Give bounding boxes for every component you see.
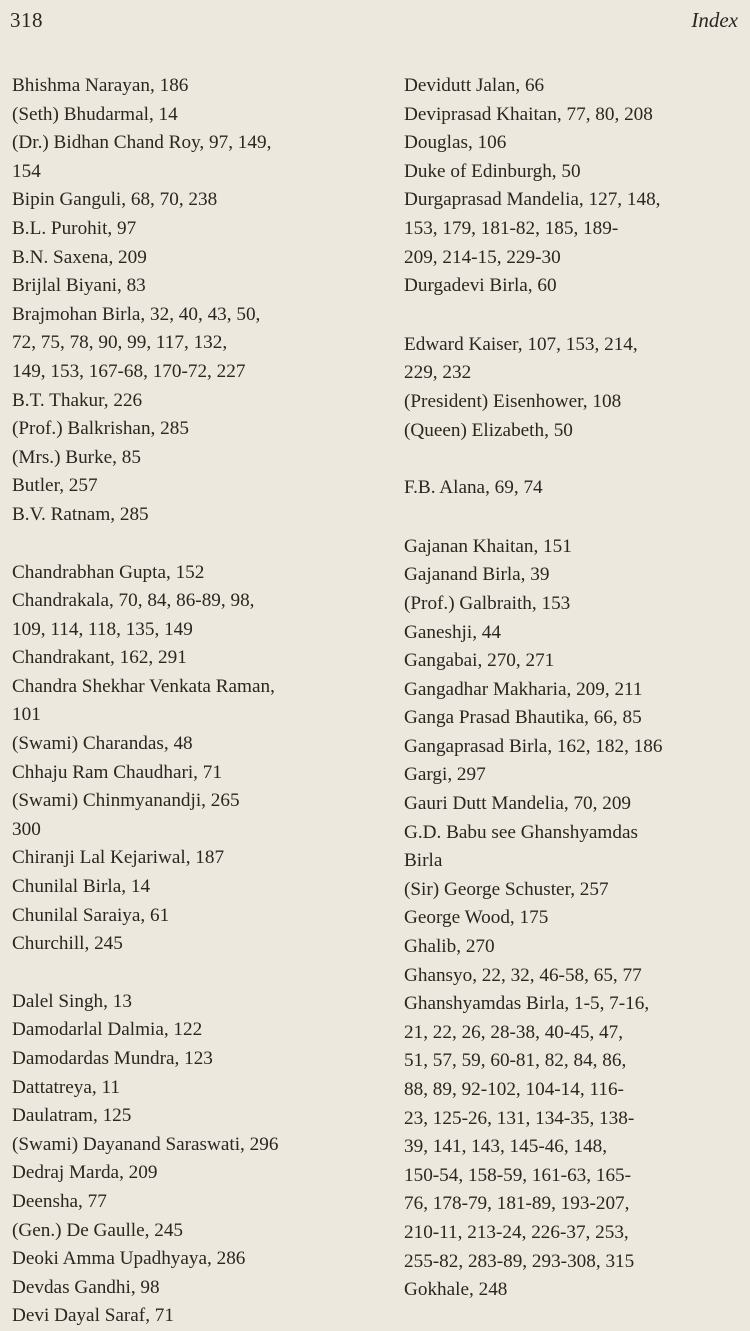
letter-group-gap: [404, 445, 744, 474]
index-entry-heading: Damodarlal Dalmia, 122: [12, 1019, 203, 1041]
index-entry: [404, 619, 744, 648]
index-entry-continuation: 229, 232: [404, 362, 472, 384]
index-entry: [404, 676, 744, 705]
index-entry: [404, 704, 744, 733]
index-entry-heading: (Swami) Charandas, 48: [12, 733, 193, 755]
index-entry-heading: Damodardas Mundra, 123: [12, 1048, 213, 1069]
index-entry: [404, 647, 744, 676]
index-entry: [404, 990, 744, 1276]
index-entry-heading: Gangadhar Makharia, 209, 211: [404, 678, 643, 700]
index-entry-heading: Bhishma Narayan, 186: [12, 75, 189, 96]
index-entry-heading: Chandra Shekhar Venkata Raman,: [12, 675, 275, 697]
index-entry-heading: Edward Kaiser, 107, 153, 214,: [404, 333, 638, 355]
index-entry-heading: Devidutt Jalan, 66: [404, 75, 545, 96]
index-entry-continuation: 300: [12, 818, 41, 840]
index-entry-heading: Chunilal Saraiya, 61: [12, 904, 170, 926]
index-entry-continuation: 39, 141, 143, 145-46, 148,: [404, 1136, 608, 1158]
index-entry-heading: Durgadevi Birla, 60: [404, 275, 557, 297]
index-entry-heading: B.N. Saxena, 209: [12, 246, 147, 268]
letter-group-gap: [12, 959, 362, 988]
index-entry: [404, 733, 744, 762]
index-entry: [12, 415, 362, 444]
index-entry: [12, 844, 362, 873]
index-entry-heading: (Prof.) Galbraith, 153: [404, 592, 571, 614]
index-entry-continuation: 21, 22, 26, 28-38, 40-45, 47,: [404, 1021, 624, 1043]
index-entry-heading: Deensha, 77: [12, 1190, 107, 1212]
index-entry-heading: (Swami) Dayanand Saraswati, 296: [12, 1133, 279, 1155]
index-entry: [404, 876, 744, 905]
index-entry: [404, 561, 744, 590]
index-entry-heading: Duke of Edinburgh, 50: [404, 160, 581, 182]
letter-group-gap: [404, 503, 744, 533]
index-entry-heading: Brijlal Biyani, 83: [12, 275, 146, 297]
index-entry-heading: (Sir) George Schuster, 257: [404, 878, 609, 900]
index-entry: [12, 444, 362, 473]
index-entry-heading: Durgaprasad Mandelia, 127, 148,: [404, 189, 661, 211]
index-entry-heading: (President) Eisenhower, 108: [404, 390, 622, 412]
index-entry: [404, 331, 744, 388]
index-entry: [404, 819, 744, 876]
index-entry: [12, 1074, 362, 1103]
index-entry-heading: Dalel Singh, 13: [12, 990, 132, 1012]
index-entry: [12, 272, 362, 301]
index-entry-heading: Devi Dayal Saraf, 71: [12, 1305, 174, 1327]
index-entry: [12, 730, 362, 759]
index-entry: [404, 129, 744, 158]
index-entry-heading: Churchill, 245: [12, 933, 123, 955]
index-entry-continuation: 209, 214-15, 229-30: [404, 246, 561, 268]
index-entry: [404, 1276, 744, 1305]
index-entry-heading: Ghalib, 270: [404, 936, 495, 958]
index-entry: [12, 873, 362, 902]
index-entry-heading: (Queen) Elizabeth, 50: [404, 419, 573, 441]
index-entry: [404, 474, 744, 503]
index-entry-heading: Daulatram, 125: [12, 1105, 132, 1127]
index-entry: [404, 933, 744, 962]
index-entry-heading: Devdas Gandhi, 98: [12, 1276, 160, 1298]
index-entry-heading: Gajanan Khaitan, 151: [404, 535, 572, 557]
index-entry: [12, 129, 362, 186]
index-entry: [12, 72, 362, 101]
index-entry: [404, 962, 744, 991]
index-entry: [404, 904, 744, 933]
index-entry: [12, 787, 362, 844]
index-entry: [12, 215, 362, 244]
index-entry: [12, 501, 362, 530]
index-entry-heading: Gajanand Birla, 39: [404, 564, 550, 586]
index-entry-heading: Chiranji Lal Kejariwal, 187: [12, 847, 225, 869]
index-entry-heading: Brajmohan Birla, 32, 40, 43, 50,: [12, 303, 261, 325]
index-entry: [12, 1016, 362, 1045]
index-entry-heading: Butler, 257: [12, 475, 98, 497]
index-entry-continuation: 23, 125-26, 131, 134-35, 138-: [404, 1107, 635, 1129]
running-head: Index: [691, 8, 738, 32]
index-column-right: [404, 72, 744, 1305]
index-entry-continuation: 153, 179, 181-82, 185, 189-: [404, 217, 619, 239]
index-entry-heading: B.L. Purohit, 97: [12, 217, 137, 239]
index-entry: [12, 186, 362, 215]
index-entry-heading: (Seth) Bhudarmal, 14: [12, 103, 178, 125]
index-entry-heading: F.B. Alana, 69, 74: [404, 477, 543, 499]
index-entry: [404, 72, 744, 101]
index-entry-heading: (Gen.) De Gaulle, 245: [12, 1219, 184, 1241]
index-entry-heading: Dattatreya, 11: [12, 1076, 120, 1098]
index-entry-continuation: 72, 75, 78, 90, 99, 117, 132,: [12, 332, 228, 354]
index-entry: [12, 1131, 362, 1160]
index-entry: [404, 186, 744, 272]
index-entry-continuation: 101: [12, 704, 41, 726]
index-entry-heading: Ganeshji, 44: [404, 621, 501, 643]
index-entry-continuation: Birla: [404, 850, 443, 872]
index-entry-heading: Bipin Ganguli, 68, 70, 238: [12, 189, 218, 211]
index-entry: [12, 1102, 362, 1131]
letter-group-gap: [12, 530, 362, 559]
index-entry-continuation: 51, 57, 59, 60-81, 82, 84, 86,: [404, 1050, 627, 1072]
index-entry: [12, 1245, 362, 1274]
page-number: 318: [10, 8, 43, 32]
index-entry: [404, 388, 744, 417]
index-entry-continuation: 109, 114, 118, 135, 149: [12, 618, 193, 640]
index-entry: [12, 387, 362, 416]
index-entry: [12, 1302, 362, 1331]
index-entry-heading: Chunilal Birla, 14: [12, 876, 151, 898]
index-entry: [12, 1045, 362, 1074]
index-entry: [404, 590, 744, 619]
index-entry-heading: Chandrakant, 162, 291: [12, 647, 187, 669]
index-entry: [12, 930, 362, 959]
index-entry-heading: Gokhale, 248: [404, 1279, 508, 1301]
index-entry: [12, 1217, 362, 1246]
index-entry-continuation: 255-82, 283-89, 293-308, 315: [404, 1250, 635, 1272]
index-entry-continuation: 150-54, 158-59, 161-63, 165-: [404, 1164, 632, 1186]
index-entry-heading: Chandrakala, 70, 84, 86-89, 98,: [12, 590, 255, 612]
index-entry-heading: Ganga Prasad Bhautika, 66, 85: [404, 707, 642, 729]
index-entry-heading: Gargi, 297: [404, 764, 486, 786]
index-entry: [12, 559, 362, 588]
index-entry: [404, 158, 744, 187]
index-entry-continuation: 88, 89, 92-102, 104-14, 116-: [404, 1079, 624, 1100]
letter-group-gap: [404, 301, 744, 331]
index-entry-heading: (Dr.) Bidhan Chand Roy, 97, 149,: [12, 132, 272, 154]
index-entry-heading: (Prof.) Balkrishan, 285: [12, 418, 189, 440]
index-entry-heading: George Wood, 175: [404, 907, 549, 929]
index-entry-heading: Ghanshyamdas Birla, 1-5, 7-16,: [404, 993, 650, 1015]
index-entry-heading: Deoki Amma Upadhyaya, 286: [12, 1248, 246, 1270]
index-entry: [12, 759, 362, 788]
index-entry-heading: Deviprasad Khaitan, 77, 80, 208: [404, 103, 653, 125]
index-entry: [12, 587, 362, 644]
index-entry: [12, 673, 362, 730]
index-entry: [12, 101, 362, 130]
index-entry-heading: Dedraj Marda, 209: [12, 1162, 158, 1184]
index-entry: [12, 902, 362, 931]
index-entry-heading: Chandrabhan Gupta, 152: [12, 561, 205, 583]
index-entry-continuation: 154: [12, 160, 41, 182]
index-entry-heading: Douglas, 106: [404, 132, 507, 154]
index-entry: [12, 244, 362, 273]
index-entry: [12, 301, 362, 387]
index-entry: [404, 533, 744, 562]
index-entry-heading: Gangabai, 270, 271: [404, 650, 555, 672]
index-entry-heading: (Swami) Chinmyanandji, 265: [12, 790, 240, 812]
index-entry: [12, 472, 362, 501]
index-entry-continuation: 149, 153, 167-68, 170-72, 227: [12, 360, 246, 382]
index-entry: [12, 988, 362, 1017]
index-entry-heading: (Mrs.) Burke, 85: [12, 446, 141, 468]
index-entry: [404, 101, 744, 130]
index-entry-continuation: 76, 178-79, 181-89, 193-207,: [404, 1193, 630, 1215]
index-entry: [404, 790, 744, 819]
index-entry-heading: B.V. Ratnam, 285: [12, 503, 149, 525]
index-entry: [12, 1274, 362, 1303]
index-entry: [404, 761, 744, 790]
index-entry: [12, 1159, 362, 1188]
index-entry-heading: Gauri Dutt Mandelia, 70, 209: [404, 793, 632, 815]
index-entry: [12, 644, 362, 673]
index-entry-heading: Gangaprasad Birla, 162, 182, 186: [404, 735, 663, 757]
index-entry-heading: G.D. Babu see Ghanshyamdas: [404, 821, 638, 843]
index-entry-heading: B.T. Thakur, 226: [12, 389, 143, 411]
index-entry-continuation: 210-11, 213-24, 226-37, 253,: [404, 1221, 629, 1243]
index-entry: [404, 417, 744, 446]
index-column-left: [12, 72, 362, 1331]
index-entry-heading: Ghansyo, 22, 32, 46-58, 65, 77: [404, 964, 642, 986]
index-entry-heading: Chhaju Ram Chaudhari, 71: [12, 761, 222, 783]
index-entry: [404, 272, 744, 301]
index-entry: [12, 1188, 362, 1217]
